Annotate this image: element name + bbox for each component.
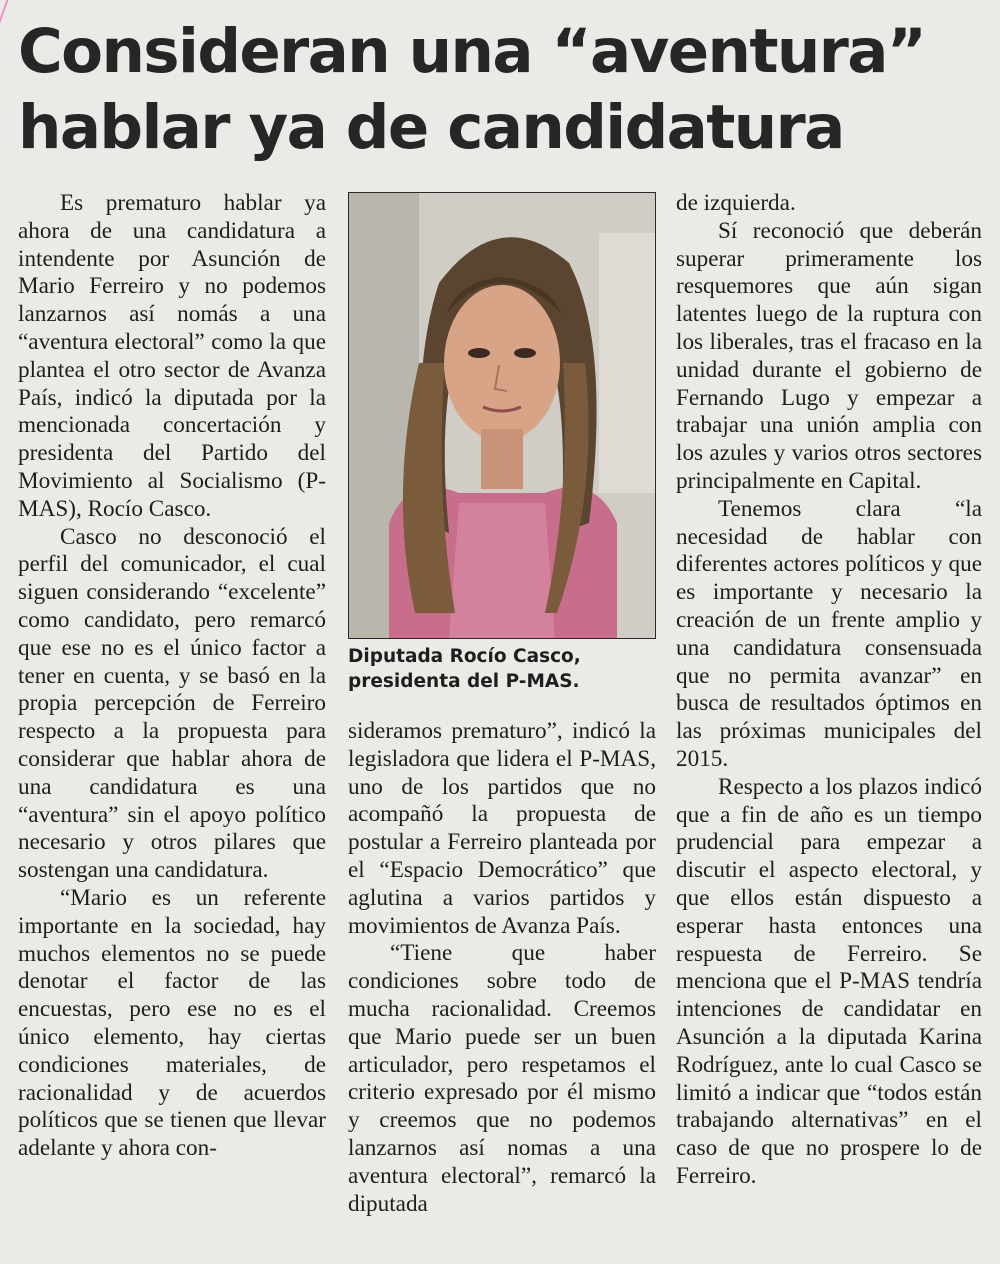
paragraph: Casco no desconoció el perfil del comunicador, el cual siguen considerando “excelente” como candidato, pero remarcó que ese no es el único factor a tener en cuenta, y se basó en la propia percepción de Ferreiro respecto a la propuesta para considerar que hablar ahora de una candidatura es una “aventura” sin el apoyo político necesario y otros pilares que sostengan una candidatura. <box>18 523 326 884</box>
paragraph: “Tiene que haber condiciones sobre todo de mucha racionalidad. Creemos que Mario puede ser un buen articulador, pero respetamos el criterio expresado por él mismo y creemos que no podemos lanzarnos así nomas a una aventura electoral”, remarcó la diputada <box>348 940 656 1217</box>
paragraph: Es prematuro hablar ya ahora de una candidatura a intendente por Asunción de Mario Ferreiro y no podemos lanzarnos así nomás a una “aventura electoral” como la que plantea el otro sector de Avanza País, indicó la diputada por la mencionada concertación y presidenta del Partido del Movimiento al Socialismo (P-MAS), Rocío Casco. <box>18 190 326 522</box>
headline <box>18 14 988 165</box>
paragraph: Sí reconoció que deberán superar primeramente los resquemores que aún sigan latentes luego de la ruptura con los liberales, tras el fracaso en la unidad durante el gobierno de Fernando Lugo y empezar a trabajar una unión amplia con los azules y varios otros sectores principalmente en Capital. <box>676 217 982 494</box>
photo-caption <box>348 644 654 694</box>
article-column-3 <box>676 190 982 1191</box>
article-column-2 <box>348 718 656 1218</box>
portrait-illustration <box>349 193 655 638</box>
headline-line-1: Consideran una “aventura” <box>18 16 926 87</box>
paragraph: Tenemos clara “la necesidad de hablar con diferentes actores políticos y que es importante y necesario la creación de un frente amplio y una candidatura consensuada que no permita avanzar” en busca de resultados óptimos en las próximas municipales del 2015. <box>676 495 982 772</box>
caption-line-2: presidenta del P-MAS. <box>348 671 580 692</box>
paragraph: “Mario es un referente importante en la sociedad, hay muchos elementos no se puede denotar el factor de las encuestas, pero ese no es el único elemento, hay ciertas condiciones materiales, de racionalidad y de acuerdos políticos que se tienen que llevar adelante y ahora con- <box>18 884 326 1162</box>
paragraph: de izquierda. <box>676 190 796 216</box>
headline-line-2: hablar ya de candidatura <box>18 91 844 163</box>
portrait-photo <box>348 192 656 639</box>
paragraph: Respecto a los plazos indicó que a fin de año es un tiempo prudencial para empezar a discutir el aspecto electoral, y que ellos están dispuesto a esperar hasta entonces una respuesta de Ferreiro. Se menciona que el P-MAS tendría intenciones de candidatar en Asunción a la diputada Karina Rodríguez, ante lo cual Casco se limitó a indicar que “todos están trabajando alternativas” en el caso de que no prospere lo de Ferreiro. <box>676 773 982 1189</box>
article-column-1 <box>18 190 326 1163</box>
caption-line-1: Diputada Rocío Casco, <box>348 646 581 667</box>
paragraph: sideramos prematuro”, indicó la legisladora que lidera el P-MAS, uno de los partidos que no acompañó la propuesta de postular a Ferreiro planteada por el “Espacio Democrático” que aglutina a varios partidos y movimientos de Avanza País. <box>348 718 656 939</box>
